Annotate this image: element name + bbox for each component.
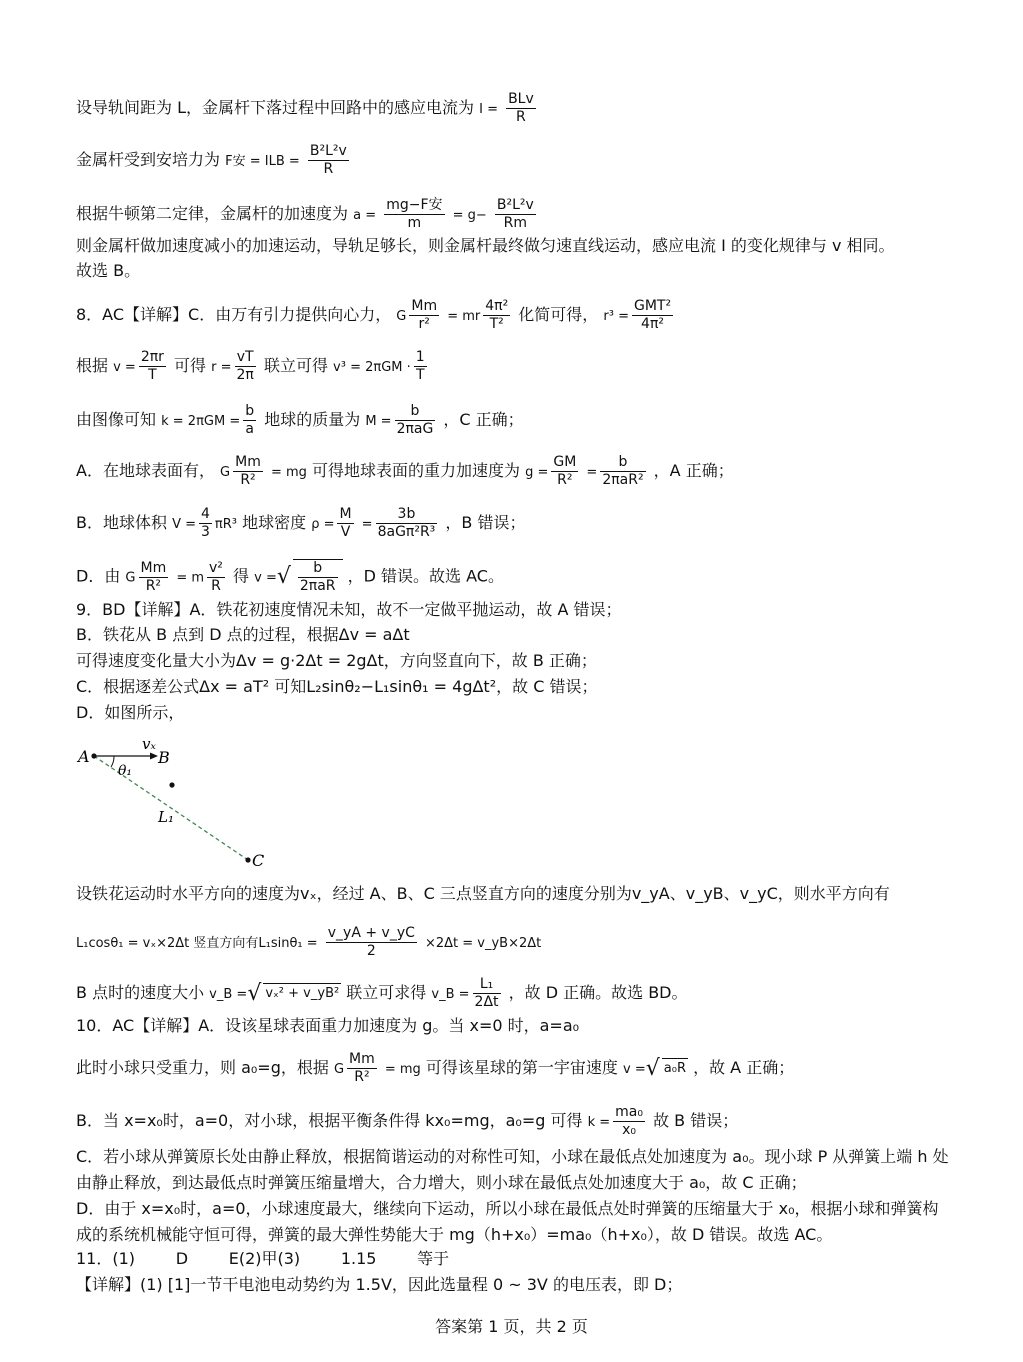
point-d [169, 782, 174, 787]
q11-answers: 11．(1) D E(2)甲(3) 1.15 等于 [76, 1249, 450, 1268]
q9-velocities: 设铁花运动时水平方向的速度为vₓ，经过 A、B、C 三点竖直方向的速度分别为v_yA、v_yB、v_yC，则水平方向有 [76, 884, 890, 903]
q10-line-a: 此时小球只受重力，则 a₀=g，根据 G $\frac{Mm}{\text{R²}}$ = mg 可得该星球的第一宇宙速度 v =√ a₀R ，故 A 正确； [76, 1051, 795, 1085]
q10-line-d: D．由于 x=x₀时，a=0，小球速度最大，继续向下运动，所以小球在最低点处时弹簧的压缩量大于 x₀，根据小球和弹簧构成的系统机械能守恒可得，弹簧的最大弹性势能大于 mg（h+x₀）=ma₀（h+x₀），故 D 错误。故选 AC。 [76, 1199, 939, 1244]
line-current: 设导轨间距为 L，金属杆下落过程中回路中的感应电流为 I = $\frac{\text{BLv}}{R}$ [76, 91, 534, 125]
line-acceleration: 根据牛顿第二定律，金属杆的加速度为 a = $\frac{\text{mg−F安}}{m}$ = g− $\frac{\text{B²L²v}}{Rm}$ [76, 197, 534, 231]
q10-line-b: B．当 x=x₀时，a=0，对小球，根据平衡条件得 kx₀=mg，a₀=g 可得 k = $\frac{\text{ma₀}}{\text{x₀}}$ 故 B 错误； [76, 1104, 739, 1138]
angle-arc [111, 756, 114, 767]
line-choose-b: 故选 B。 [76, 261, 141, 280]
q8-line-d: D．由 G $\frac{Mm}{\text{R²}}$ = m $\frac{\text{v²}}{R}$ 得 v =√ $\frac{b}{\text{2πaR}}$ ，D 错误。故选 AC。 [76, 559, 504, 594]
q9-speed-b: B 点时的速度大小 v_B =√ vₓ² + v_yB² 联立可求得 v_B = $\frac{\text{L₁}}{2\Delta t}$ ，故 D 正确。故选 BD。 [76, 976, 688, 1010]
q9-heading: 9．BD【详解】A．铁花初速度情况未知，故不一定做平抛运动，故 A 错误； [76, 600, 622, 619]
q9-components: L₁cosθ₁ = vₓ×2Δt 竖直方向有L₁sinθ₁ = $\frac{v\_yA + v\_yC}{2}$ ×2Δt = v_yB×2Δt [76, 925, 542, 959]
label-a: A [78, 747, 90, 766]
label-l1: L₁ [158, 808, 174, 826]
label-vx: vₓ [142, 735, 156, 753]
q10-line-c: C．若小球从弹簧原长处由静止释放，根据简谐运动的对称性可知，小球在最低点处加速度为 a₀。现小球 P 从弹簧上端 h 处由静止释放，到达最低点时弹簧压缩量增大，合力增大，则小球在最低点处加速度大于 a₀，故 C 正确； [76, 1147, 949, 1192]
q8-line3: 由图像可知 k = 2πGM = $\frac{b}{a}$ 地球的质量为 M = $\frac{b}{\text{2πaG}}$ ，C 正确； [76, 403, 524, 437]
point-a [91, 753, 96, 758]
arrow-head [150, 753, 158, 760]
label-b: B [158, 748, 170, 767]
q9-line-c: C．根据逐差公式Δx = aT² 可知L₂sinθ₂−L₁sinθ₁ = 4gΔt²，故 C 错误； [76, 677, 598, 696]
label-c: C [252, 851, 265, 870]
page-footer: 答案第 1 页，共 2 页 [435, 1317, 588, 1336]
point-c [245, 857, 250, 862]
label-theta: θ₁ [118, 763, 133, 779]
line-ampere-force: 金属杆受到安培力为 F安 = ILB = $\frac{\text{B²L²v}}{R}$ [76, 143, 347, 177]
fraction: $\frac{\text{B²L²v}}{R}$ [309, 143, 347, 177]
line-conclusion: 则金属杆做加速度减小的加速运动，导轨足够长，则金属杆最终做匀速直线运动，感应电流 I 的变化规律与 v 相同。 [76, 236, 895, 255]
q10-heading: 10．AC【详解】A．设该星球表面重力加速度为 g。当 x=0 时，a=a₀ [76, 1016, 580, 1035]
q9-line-dv: 可得速度变化量大小为Δv = g·2Δt = 2gΔt，方向竖直向下，故 B 正确； [76, 651, 597, 670]
trajectory-figure [74, 730, 294, 875]
q9-line-b: B．铁花从 B 点到 D 点的过程，根据Δv = aΔt [76, 625, 410, 644]
q9-line-d: D．如图所示， [76, 703, 185, 722]
q8-line2: 根据 v = $\frac{2\pi r}{T}$ 可得 r = $\frac{vT}{2\pi}$ 联立可得 v³ = 2πGM · $\frac{1}{T}$ [76, 349, 425, 383]
q8-heading: 8．AC【详解】C．由万有引力提供向心力， G $\frac{Mm}{\text{r²}}$ = mr $\frac{\text{4π²}}{\text{T²}}$ 化简可得， r³ = $\frac{\text{GMT²}}{\text{4π²}}$ [76, 298, 672, 332]
fraction: $\frac{\text{BLv}}{R}$ [508, 91, 534, 125]
q8-line-b: B．地球体积 V = $\frac{4}{3}$ πR³ 地球密度 ρ = $\frac{M}{V}$ = $\frac{3b}{\text{8aGπ²R³}}$ ，B 错误； [76, 506, 526, 540]
q8-line-a: A．在地球表面有， G $\frac{Mm}{\text{R²}}$ = mg 可得地球表面的重力加速度为 g = $\frac{GM}{\text{R²}}$ = $\frac{b}{\text{2πaR²}}$ ，A 正确； [76, 454, 734, 488]
q11-detail: 【详解】(1) [1]一节干电池电动势约为 1.5V，因此选量程 0 ~ 3V 的电压表，即 D； [76, 1275, 683, 1294]
